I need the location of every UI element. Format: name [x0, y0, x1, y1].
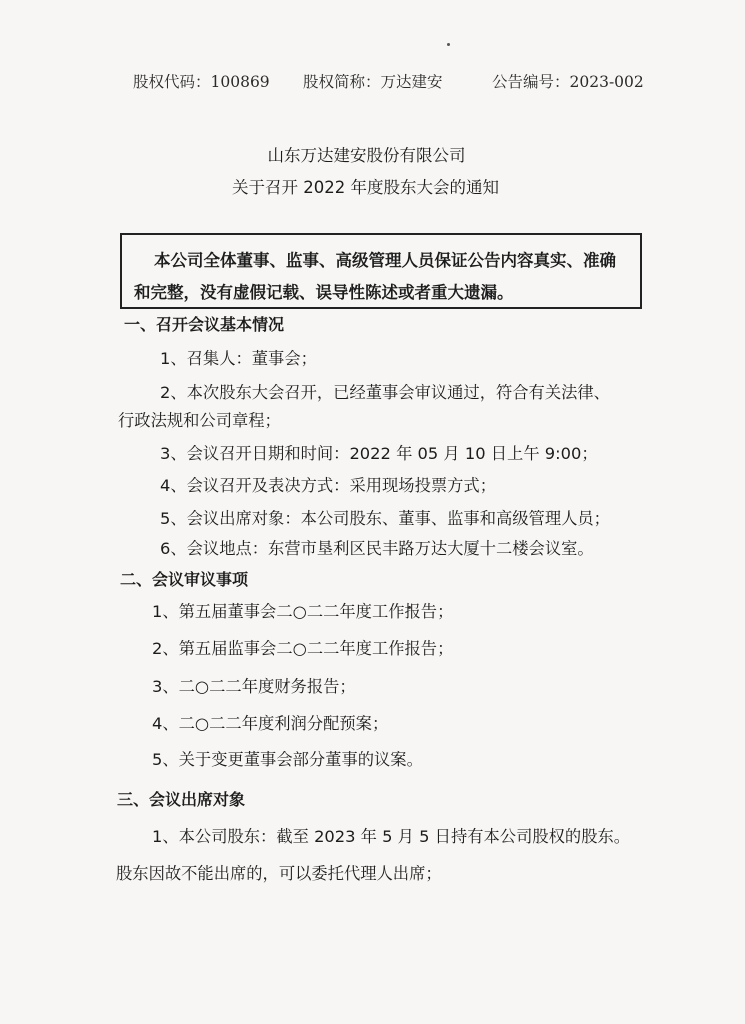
notice-title: 关于召开 2022 年度股东大会的通知 — [232, 178, 499, 197]
list-item: 2、本次股东大会召开，已经董事会审议通过，符合有关法律、 — [160, 383, 610, 402]
stock-short-name: 股权简称：万达建安 — [303, 73, 443, 91]
section-heading-2: 二、会议审议事项 — [120, 570, 249, 589]
list-item: 4、二○二二年度利润分配预案； — [152, 714, 389, 733]
list-item: 1、第五届董事会二○二二年度工作报告； — [152, 602, 454, 621]
list-item: 5、关于变更董事会部分董事的议案。 — [152, 750, 423, 769]
scan-speck — [447, 43, 450, 46]
list-item: 4、会议召开及表决方式：采用现场投票方式； — [160, 476, 496, 495]
section-heading-1: 一、召开会议基本情况 — [124, 315, 285, 334]
disclaimer-line-2: 和完整，没有虚假记载、误导性陈述或者重大遗漏。 — [134, 283, 514, 302]
list-item: 5、会议出席对象：本公司股东、董事、监事和高级管理人员； — [160, 509, 610, 528]
stock-code: 股权代码：100869 — [133, 73, 270, 91]
list-item-continuation: 行政法规和公司章程； — [118, 411, 281, 430]
list-item: 1、召集人：董事会； — [160, 349, 317, 368]
section-heading-3: 三、会议出席对象 — [117, 790, 246, 809]
announcement-number: 公告编号：2023-002 — [492, 73, 644, 91]
list-item: 2、第五届监事会二○二二年度工作报告； — [152, 639, 454, 658]
company-name: 山东万达建安股份有限公司 — [267, 146, 466, 165]
disclaimer-box — [120, 233, 642, 309]
disclaimer-line-1: 本公司全体董事、监事、高级管理人员保证公告内容真实、准确 — [154, 251, 616, 270]
list-item: 1、本公司股东：截至 2023 年 5 月 5 日持有本公司股权的股东。 — [152, 827, 631, 846]
list-item: 6、会议地点：东营市垦利区民丰路万达大厦十二楼会议室。 — [160, 539, 594, 558]
list-item-continuation: 股东因故不能出席的，可以委托代理人出席； — [116, 864, 442, 883]
list-item: 3、二○二二年度财务报告； — [152, 677, 356, 696]
list-item: 3、会议召开日期和时间：2022 年 05 月 10 日上午 9:00； — [160, 444, 598, 463]
